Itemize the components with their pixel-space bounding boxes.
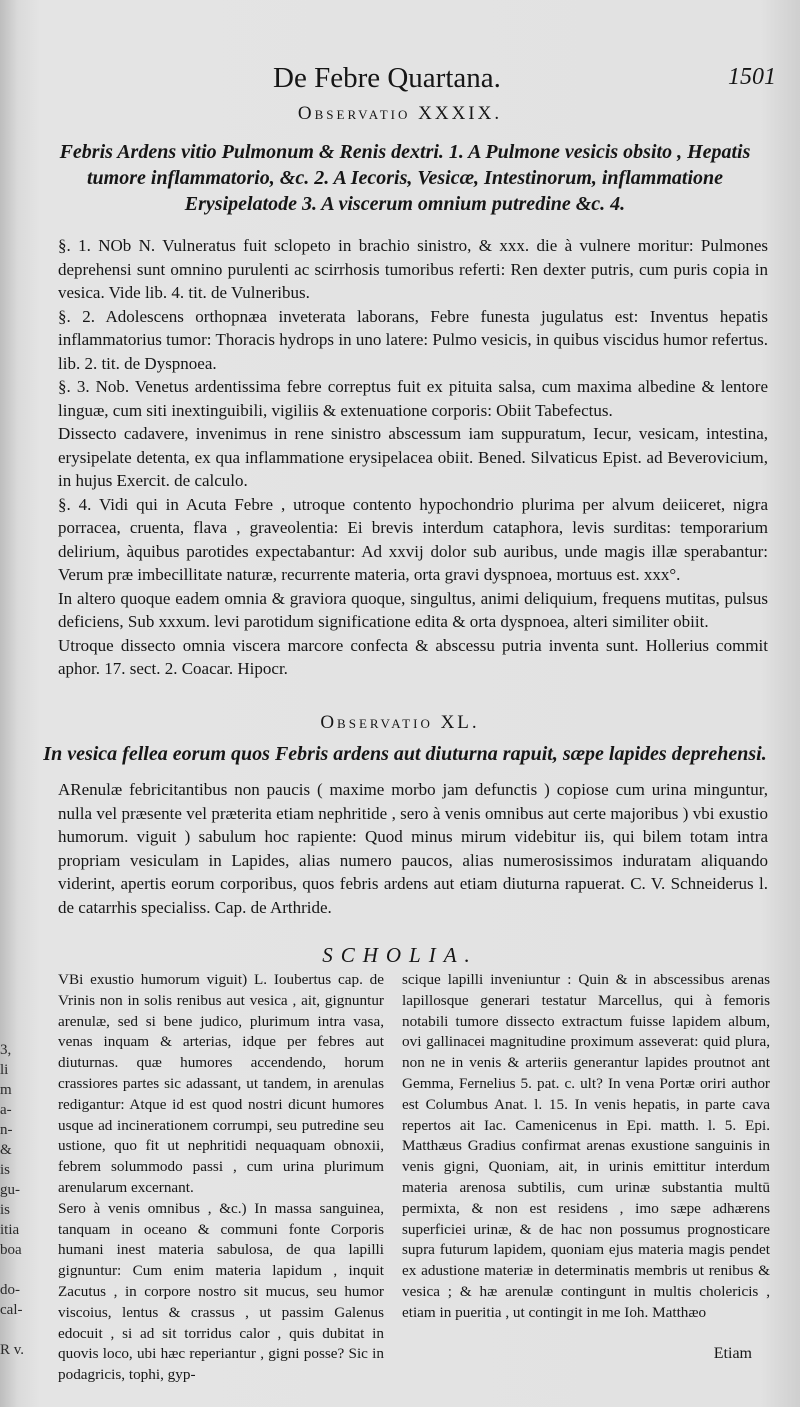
paragraph-obs40: ARenulæ febricitantibus non paucis ( maxime morbo jam defunctis ) copiose cum urina minguntur, nulla vel præsente vel præterita etiam nephritide , sero à venis omnibus aut certe majoribus ) vbi exustio humorum. viguit ) sabulum hoc rapiente: Quod minus mirum videbitur iis, qui bilem totam intra propriam vesiculam in Lapides, alias numero paucos, alias numerosissimos induratam aliquando viderint, apertis eorum corporibus, quos febris ardens aut etiam diuturna rapuerat. C. V. Schneiderus l. de catarrhis specialiss. Cap. de Arthride. [58,780,768,917]
scholia-heading: SCHOLIA. [322,943,478,967]
running-title: De Febre Quartana. [273,62,501,94]
catchword: Etiam [713,1345,752,1362]
observation-40-heading: Observatio XL. [320,712,480,733]
scholia-right-column [402,970,770,1324]
paragraph-4: Dissecto cadavere, invenimus in rene sinistro abscessum iam suppuratum, Iecur, vesicam, intestina, erysipelate detenta, ex qua inflammatione erysipelacea obiit. Bened. Silvaticus Epist. ad Beverovicium, in hujus Exercit. de calculo. [58,424,768,490]
paragraph-6: In altero quoque eadem omnia & graviora quoque, singultus, animi deliquium, frequens mutitas, pulsus deficiens, Sub xxxum. levi parotidum significatione edita & orta dyspnoea, alteri similiter obiit. [58,588,768,631]
paragraph-5: §. 4. Vidi qui in Acuta Febre , utroque contento hypochondrio plurima per alvum deiiceret, nigra porracea, cruenta, flava , graveolentia: Ei brevis interdum cataphora, levis surditas: temporarium delirium, àquibus parotides expectabantur: Ad xxvij dolor sub auribus, unde magis illæ sperabantur: Verum præ imbecillitate naturæ, recurrente materia, orta gravi dyspnoea, mortuus est. xxx°. [58,494,768,584]
paragraph-1: §. 1. NOb N. Vulneratus fuit sclopeto in brachio sinistro, & xxx. die à vulnere moritur: Pulmones deprehensi sunt omnino purulenti ac scirrhosis tumoribus referti: Ren dexter putris, cum puris copia in vesica. Vide lib. 4. tit. de Vulneribus. [58,236,768,302]
observation-40-body [58,778,768,919]
observation-39-title: Febris Ardens vitio Pulmonum & Renis dextri. 1. A Pulmone vesicis obsito , Hepatis tumore inflammatorio, &c. 2. A Iecoris, Vesicæ, Intestinorum, inflammatione Erysipelatode 3. A viscerum omnium putredine &c. 4. [59,141,751,215]
observation-40-title: In vesica fellea eorum quos Febris ardens aut diuturna rapuit, sæpe lapides deprehensi. [43,743,767,765]
page-number: 1501 [728,64,776,90]
scholia-left-paragraph-2: Sero à venis omnibus , &c.) In massa sanguinea, tanquam in oceano & communi fonte Corporis humani inest materia sabulosa, de qua lapilli gignuntur: Cum enim materia lapidum , inquit Zacutus , in corpore nostro sit mucus, seu humor viscoius, lentus & crassus , ut passim Galenus edocuit , si ad sit torridus calor , quis dubitat in quovis loco, ubi hæc reperiantur , gigni posse? Sic in podagricis, tophi, gyp- [58,1199,384,1384]
previous-page-margin-fragments: 3, li m a- n- & is gu- is itia boa do- cal- R v. [0,1042,25,1358]
paragraph-3: §. 3. Nob. Venetus ardentissima febre correptus fuit ex pituita salsa, cum maxima albedine & lentore linguæ, cum siti inextinguibili, vigiliis & extenuatione corporis: Obiit Tabefectus. [58,377,768,420]
paragraph-2: §. 2. Adolescens orthopnæa inveterata laborans, Febre funesta jugulatus est: Inventus hepatis inflammatorius tumor: Thoracis hydrops in uno latere: Pulmo vesicis, in quibus viscidus humor refertus. lib. 2. tit. de Dyspnoea. [58,306,768,373]
scholia-right-paragraph: scique lapilli inveniuntur : Quin & in abscessibus arenas lapillosque generari testatur Marcellus, qui à femoris notabili tumore dissecto extractum fuisse lapidem album, ovi gallinacei magnitudine proximum asseverat: quid plura, non ne in venis & arteriis generantur lapides proutnot ant Gemma, Fernelius 5. pat. c. ult? In vena Portæ oriri author est Columbus Anat. l. 15. In venis hepatis, in parte cava repertos ait Iac. Camenicenus in Epi. matth. l. 5. Epi. Matthæus Gradius confirmat arenas exustione sanguinis in venis gigni, Quoniam, ait, in urinis emittitur interdum materia arenosa subtilis, cum urinæ substantia multū permixta, & non est residens , imo sæpe adhærens superficiei urinæ, & de hac non possumus prognosticare supra futurum lapidem, quoniam ejus materia magis pendet ex adustione materiæ in determinatis membris ut renibus & vesica ; & hæ arenulæ contingunt in multis cholericis , etiam in pueritia , ut contingit in me Ioh. Matthæo [402,971,770,1321]
paragraph-7: Utroque dissecto omnia viscera marcore confecta & abscessu putria inventa sunt. Hollerius commit aphor. 17. sect. 2. Coacar. Hipocr. [58,635,768,678]
scholia-left-column [58,970,384,1386]
scholia-left-paragraph-1: VBi exustio humorum viguit) L. Ioubertus cap. de Vrinis non in solis renibus aut vesica , ait, gignuntur arenulæ, sed si bene judico, plurimum intra vasa, venas inquam & arterias, idque per febres aut diuturnas. quæ humores accendendo, horum crassiores partes sic adassant, ut tandem, in arenulas redigantur: Atque id est quod nostri dicunt humores usque ad incinerationem corrumpi, seu putredine seu ustione, quo fit ut nephritidi nequaquam obnoxii, febrem solummodo passi , cum urina plurimum arenularum excernant. [58,971,384,1196]
observation-39-heading: Observatio XXXIX. [297,103,503,124]
observation-39-body [58,234,768,681]
